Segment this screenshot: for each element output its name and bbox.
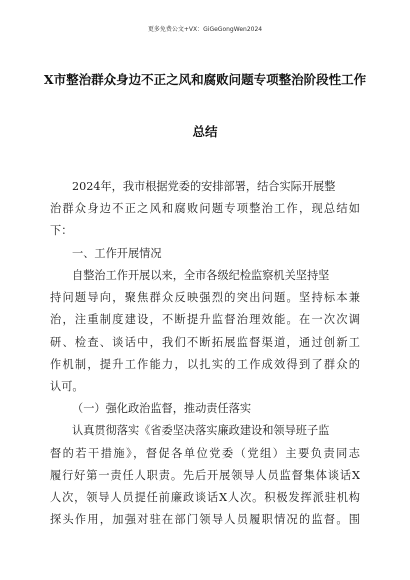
body-line: 2024年，我市根据党委的安排部署，结合实际开展整	[72, 180, 336, 193]
body-line: 认真贯彻落实《省委坚决落实廉政建设和领导班子监	[72, 424, 330, 437]
body-line: 下：	[50, 224, 73, 237]
body-line: 探头作用，加强对驻在部门领导人员履职情况的监督。围	[50, 513, 360, 526]
section-heading: 一、工作开展情况	[72, 247, 162, 260]
document-title-line-1: X市整治群众身边不正之风和腐败问题专项整治阶段性工作	[43, 72, 367, 87]
body-line: 治，注重制度建设，不断提升监督治理效能。在一次次调	[50, 313, 360, 326]
body-line: 持问题导向，聚焦群众反映强烈的突出问题。坚持标本兼	[50, 291, 360, 304]
document-title-line-2: 总结	[192, 124, 218, 139]
subsection-heading: （一）强化政治监督，推动责任落实	[72, 402, 252, 415]
page-header: 更多免费公文+VX：GiGeGongWen2024	[147, 26, 263, 33]
body-line: 认可。	[50, 380, 84, 393]
body-line: 作机制，提升工作能力，以扎实的工作成效得到了群众的	[50, 358, 360, 371]
body-line: 研、检查、谈话中，我们不断拓展监督渠道，通过创新工	[50, 336, 360, 349]
body-line: 治群众身边不正之风和腐败问题专项整治工作，现总结如	[50, 202, 360, 215]
body-line: 人次，领导人员提任前廉政谈话X人次。积极发挥派驻机构	[50, 491, 360, 504]
body-line: 自整治工作开展以来，全市各级纪检监察机关坚持坚	[72, 269, 330, 282]
body-line: 督的若干措施》，督促各单位党委（党组）主要负责同志	[50, 447, 360, 460]
body-line: 履行好第一责任人职责。先后开展领导人员监督集体谈话X	[50, 469, 360, 482]
